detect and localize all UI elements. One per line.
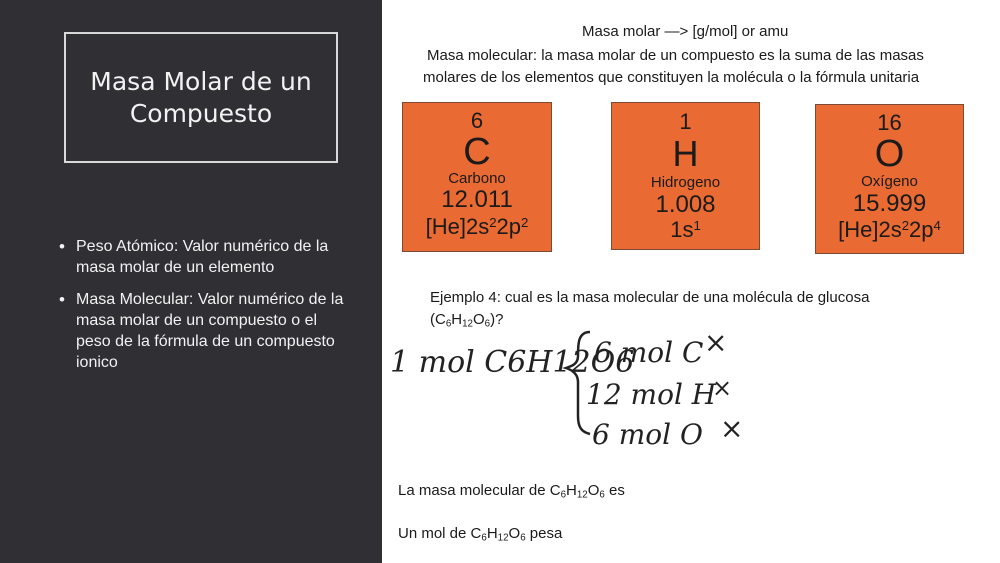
definition-line-1: Masa molecular: la masa molar de un compuesto es la suma de las masas	[427, 47, 924, 64]
element-symbol: C	[463, 131, 491, 173]
handwritten-mol-h: 12 mol H	[586, 378, 717, 411]
electron-config: $[He]2s^22p^4$	[838, 217, 941, 242]
electron-config: $[He]2s^22p^2$	[425, 214, 529, 239]
element-card-hydrogen	[611, 102, 760, 250]
answer-masa-molecular: La masa molecular de $C_6H_{12}O_6$ es	[398, 482, 625, 501]
slide-title: Masa Molar de un Compuesto	[90, 66, 312, 128]
bullet-peso-atomico: • Peso Atómico: Valor numérico de la masa molar de un elemento	[56, 236, 356, 278]
element-card-carbon	[402, 102, 552, 252]
atomic-number: 1	[679, 109, 692, 134]
bullet-list	[56, 236, 356, 384]
bullet-masa-molecular: • Masa Molecular: Valor numérico de la masa molar de un compuesto o el peso de la fórmula de un compuesto ionico	[56, 289, 356, 373]
handwritten-notes	[382, 320, 1000, 455]
handwritten-cross-1: ×	[704, 326, 728, 359]
atomic-mass: 1.008	[655, 191, 716, 218]
atomic-number: 16	[877, 110, 902, 135]
handwritten-mol-o: 6 mol O	[592, 418, 703, 451]
answer-un-mol: Un mol de $C_6H_{12}O_6$ pesa	[398, 525, 563, 544]
electron-config: $1s^1$	[670, 217, 701, 242]
handwritten-mol-c: 6 mol C	[594, 336, 704, 369]
example-question: Ejemplo 4: cual es la masa molecular de una molécula de glucosa	[430, 289, 870, 306]
left-panel	[0, 0, 382, 563]
element-name: Hidrogeno	[650, 174, 721, 191]
element-name: Carbono	[448, 170, 506, 187]
element-card-oxygen	[815, 104, 964, 254]
example-formula: $(C_6H_{12}O_6)$?	[430, 311, 504, 330]
element-symbol: H	[672, 133, 699, 174]
atomic-number: 6	[470, 108, 484, 133]
content-panel	[382, 0, 1000, 563]
handwritten-glucose: 1 mol C6H12O6	[390, 345, 635, 380]
atomic-mass: 15.999	[852, 190, 927, 217]
handwritten-cross-3: ×	[720, 412, 744, 445]
element-name: Oxígeno	[861, 173, 918, 190]
atomic-mass: 12.011	[441, 186, 513, 213]
title-box	[64, 32, 338, 163]
unit-line: Masa molar —> [g/mol] or amu	[582, 23, 789, 40]
element-symbol: O	[874, 133, 905, 175]
definition-line-2: molares de los elementos que constituyen la molécula o la fórmula unitaria	[423, 69, 920, 86]
handwritten-cross-2: ×	[712, 374, 733, 402]
